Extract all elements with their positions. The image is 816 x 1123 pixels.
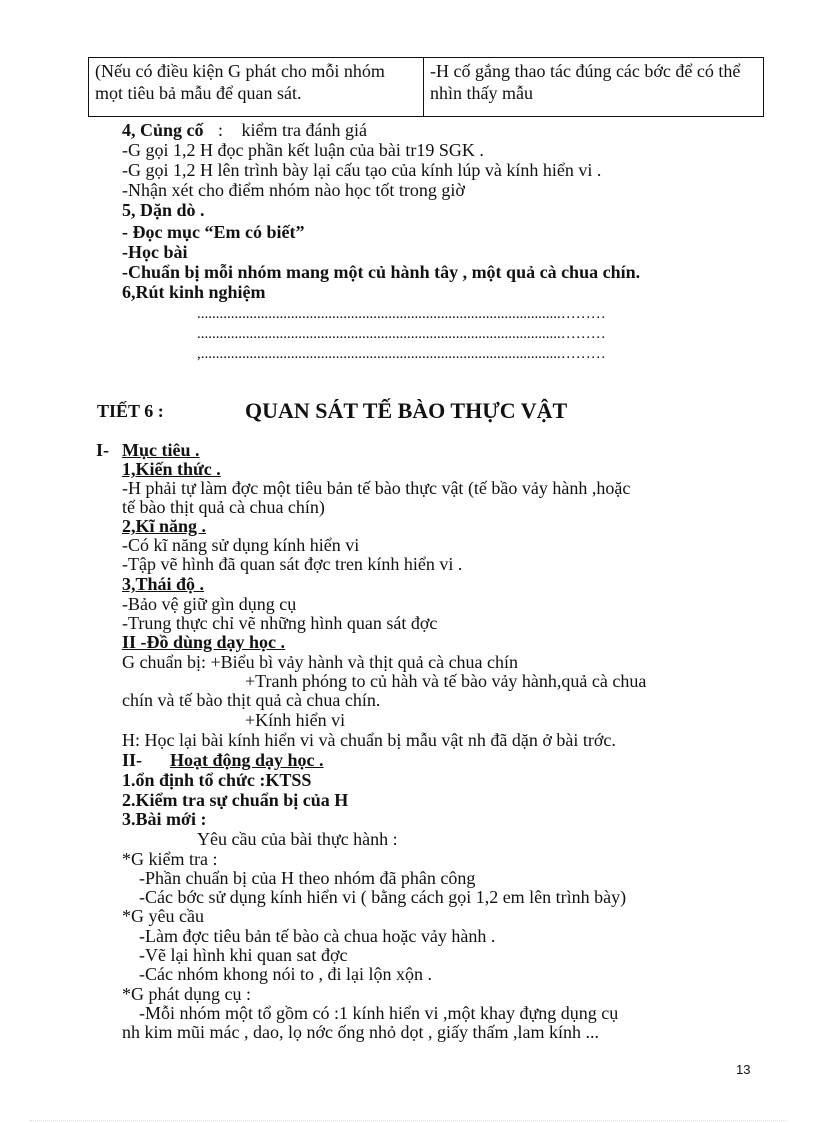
- materials-line: chín và tế bào thịt quả cà chua chín.: [122, 690, 381, 710]
- section4-line: -G gọi 1,2 H lên trình bày lại cấu tạo của kính lúp và kính hiển vi .: [122, 160, 602, 180]
- section5-line: -Chuẩn bị mỗi nhóm mang một củ hành tây , một quả cà chua chín.: [122, 262, 641, 282]
- note-dots-line: ,................................................................................................………: [197, 346, 606, 362]
- attitude-line: -Bảo vệ giữ gìn dụng cụ: [122, 594, 297, 614]
- section6-heading: 6,Rút kinh nghiệm: [122, 282, 266, 302]
- materials-line: H: Học lại bài kính hiển vi và chuẩn bị mẫu vật nh đã dặn ở bài trớc.: [122, 730, 616, 750]
- activities-line: -Mỗi nhóm một tổ gồm có :1 kính hiển vi ,một khay đựng dụng cụ: [139, 1003, 619, 1023]
- materials-line: +Kính hiển vi: [245, 710, 346, 730]
- objectives-prefix: I-: [96, 440, 109, 460]
- section4-sep: :: [218, 120, 224, 140]
- skills-line: -Có kĩ năng sử dụng kính hiển vi: [122, 535, 360, 555]
- lesson-label: TIẾT 6 :: [97, 401, 164, 421]
- activities-prefix: II-: [122, 750, 143, 770]
- knowledge-line: -H phải tự làm đợc một tiêu bản tế bào thực vật (tế bầo vảy hành ,hoặc: [122, 478, 631, 498]
- activities-line: Yêu cầu của bài thực hành :: [197, 829, 398, 849]
- skills-heading: 2,Kĩ năng .: [122, 516, 207, 536]
- section5-heading: 5, Dặn dò .: [122, 200, 205, 220]
- page-footer-divider: [30, 1120, 786, 1121]
- activities-line: *G phát dụng cụ :: [122, 984, 251, 1004]
- activities-step: 2.Kiểm tra sự chuẩn bị của H: [122, 790, 349, 810]
- activities-line: -Các nhóm khong nói to , đi lại lộn xộn .: [139, 964, 432, 984]
- materials-line: G chuẩn bị: +Biểu bì vảy hành và thịt quả cà chua chín: [122, 652, 519, 672]
- objectives-heading: Mục tiêu .: [122, 440, 200, 460]
- activities-line: -Vẽ lại hình khi quan sat đợc: [139, 945, 348, 965]
- page-number: 13: [736, 1062, 751, 1077]
- activity-table: [88, 57, 764, 117]
- activities-step: 1.ổn định tổ chức :KTSS: [122, 770, 312, 790]
- student-activity-cell: -H cố gắng thao tác đúng các bớc để có thể nhìn thấy mẫu: [424, 58, 764, 117]
- table-row: [89, 58, 764, 117]
- activities-line: -Phần chuẩn bị của H theo nhóm đã phân công: [139, 868, 476, 888]
- section4-heading: 4, Củng cố: [122, 120, 204, 140]
- activities-step: 3.Bài mới :: [122, 809, 207, 829]
- activities-line: *G kiểm tra :: [122, 849, 218, 869]
- skills-line: -Tập vẽ hình đã quan sát đợc tren kính hiển vi .: [122, 554, 463, 574]
- materials-heading: II -Đồ dùng dạy học .: [122, 632, 286, 652]
- lesson-title: QUAN SÁT TẾ BÀO THỰC VẬT: [245, 398, 568, 423]
- knowledge-line: tế bào thịt quả cà chua chín): [122, 497, 325, 517]
- note-dots-line: .................................................................................................………: [197, 326, 606, 342]
- attitude-heading: 3,Thái độ .: [122, 574, 205, 594]
- section4-line: -Nhận xét cho điểm nhóm nào học tốt trong giờ: [122, 180, 465, 200]
- attitude-line: -Trung thực chỉ vẽ những hình quan sát đợc: [122, 613, 438, 633]
- section4-line: -G gọi 1,2 H đọc phần kết luận của bài tr19 SGK .: [122, 140, 484, 160]
- teacher-activity-cell: (Nếu có điều kiện G phát cho mỗi nhóm mọt tiêu bả mẫu để quan sát.: [89, 58, 424, 117]
- materials-line: +Tranh phóng to củ hàh và tế bào vảy hành,quả cà chua: [245, 671, 647, 691]
- section4-heading-rest: kiểm tra đánh giá: [241, 120, 367, 140]
- section5-line: - Đọc mục “Em có biết”: [122, 222, 305, 242]
- note-dots-line: .................................................................................................………: [197, 306, 606, 322]
- section4-heading-line: [122, 120, 367, 140]
- activities-line: -Các bớc sử dụng kính hiển vi ( bằng cách gọi 1,2 em lên trình bày): [139, 887, 627, 907]
- knowledge-heading: 1,Kiến thức .: [122, 459, 221, 479]
- activities-line: -Làm đợc tiêu bản tế bào cà chua hoặc vảy hành .: [139, 926, 496, 946]
- section5-line: -Học bài: [122, 242, 188, 262]
- activities-heading: Hoạt động dạy học .: [170, 750, 324, 770]
- activities-line: nh kim mũi mác , dao, lọ nớc ống nhỏ dọt , giấy thấm ,lam kính ...: [122, 1022, 599, 1042]
- activities-line: *G yêu cầu: [122, 906, 204, 926]
